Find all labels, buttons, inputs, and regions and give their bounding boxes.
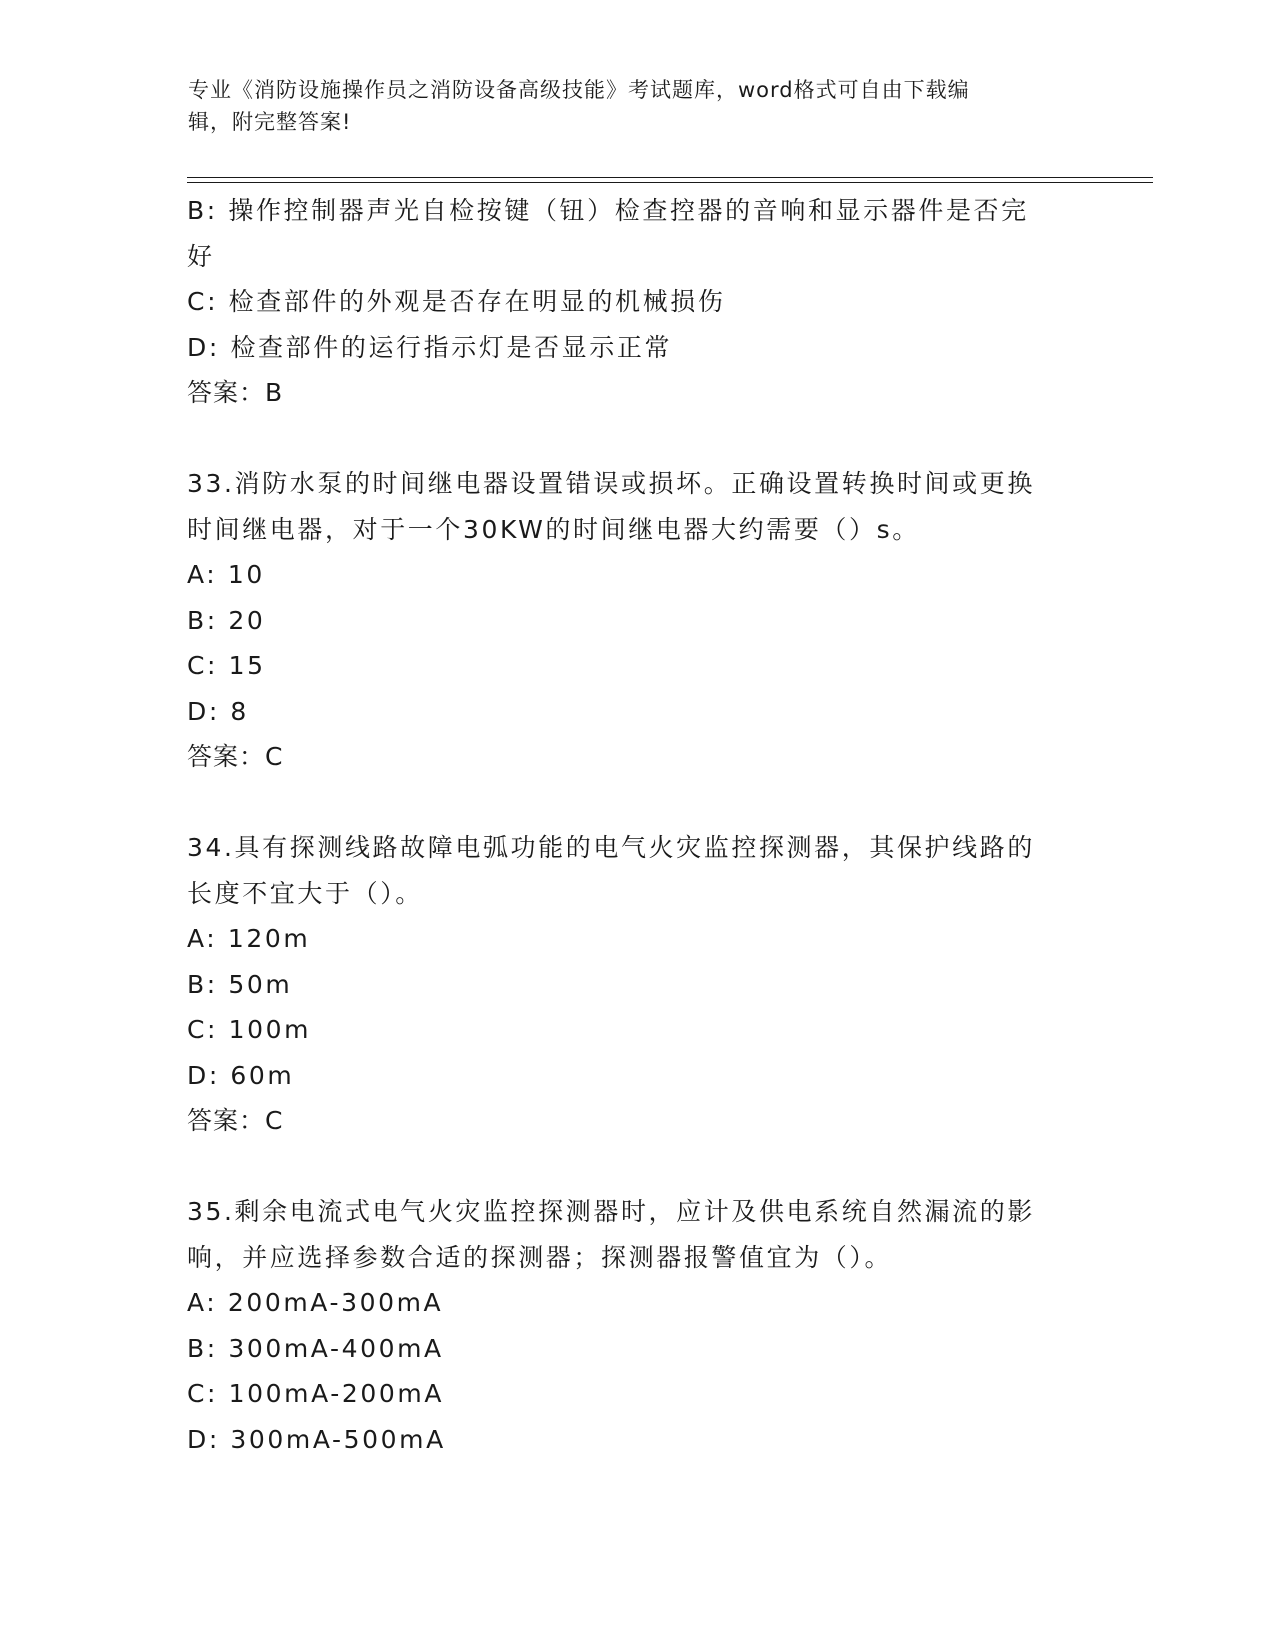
answer: 答案：C — [187, 1106, 284, 1135]
option-b: B: 20 — [187, 605, 266, 635]
option-text: 操作控制器声光自检按键（钮）检查控器的音响和显示器件是否完 — [228, 196, 1029, 225]
option-label: B — [187, 196, 207, 225]
answer: 答案：C — [187, 742, 284, 771]
option-text: 检查部件的运行指示灯是否显示正常 — [230, 332, 673, 362]
option-a: A: 120m — [187, 924, 311, 953]
question-35 — [187, 1189, 1087, 1462]
option-b: B: 300mA-400mA — [187, 1333, 444, 1363]
header-divider-bottom — [187, 182, 1153, 183]
answer: 答案：B — [187, 378, 284, 407]
option-d: D: 检查部件的运行指示灯是否显示正常 — [187, 332, 673, 362]
question-stem-line-2: 时间继电器，对于一个30KW的时间继电器大约需要（）s。 — [187, 514, 920, 544]
question-stem-line-1: 35.剩余电流式电气火灾监控探测器时，应计及供电系统自然漏流的影 — [187, 1197, 1035, 1226]
spacer — [187, 416, 1087, 462]
option-b-line-1: B: 操作控制器声光自检按键（钮）检查控器的音响和显示器件是否完 — [187, 196, 1029, 225]
option-c: C: 100m — [187, 1015, 312, 1044]
option-d: D: 60m — [187, 1060, 295, 1090]
option-b-line-2: 好 — [187, 241, 215, 271]
header-divider-top — [187, 177, 1153, 178]
question-stem-line-1: 34.具有探测线路故障电弧功能的电气火灾监控探测器，其保护线路的 — [187, 833, 1035, 862]
option-c: C: 100mA-200mA — [187, 1379, 445, 1408]
option-text: 检查部件的外观是否存在明显的机械损伤 — [228, 287, 726, 316]
option-c: C: 检查部件的外观是否存在明显的机械损伤 — [187, 287, 726, 316]
option-d: D: 300mA-500mA — [187, 1424, 446, 1454]
question-33 — [187, 461, 1087, 780]
option-c: C: 15 — [187, 651, 266, 680]
option-b: B: 50m — [187, 969, 293, 999]
question-stem-line-2: 响，并应选择参数合适的探测器；探测器报警值宜为（）。 — [187, 1242, 893, 1272]
question-stem-line-2: 长度不宜大于（）。 — [187, 878, 423, 908]
option-a: A: 10 — [187, 560, 265, 589]
option-a: A: 200mA-300mA — [187, 1288, 444, 1317]
header-line-1: 专业《消防设施操作员之消防设备高级技能》考试题库，word格式可自由下载编 — [188, 78, 970, 102]
question-list — [187, 188, 1087, 1462]
option-label: C — [187, 287, 208, 316]
question-34 — [187, 825, 1087, 1144]
question-32-continuation — [187, 188, 1087, 416]
header-line-2: 辑，附完整答案! — [188, 110, 352, 134]
option-d: D: 8 — [187, 696, 249, 726]
page-header — [188, 74, 1068, 138]
spacer — [187, 1144, 1087, 1190]
spacer — [187, 780, 1087, 826]
option-label: D — [187, 332, 209, 362]
question-stem-line-1: 33.消防水泵的时间继电器设置错误或损坏。正确设置转换时间或更换 — [187, 469, 1035, 498]
